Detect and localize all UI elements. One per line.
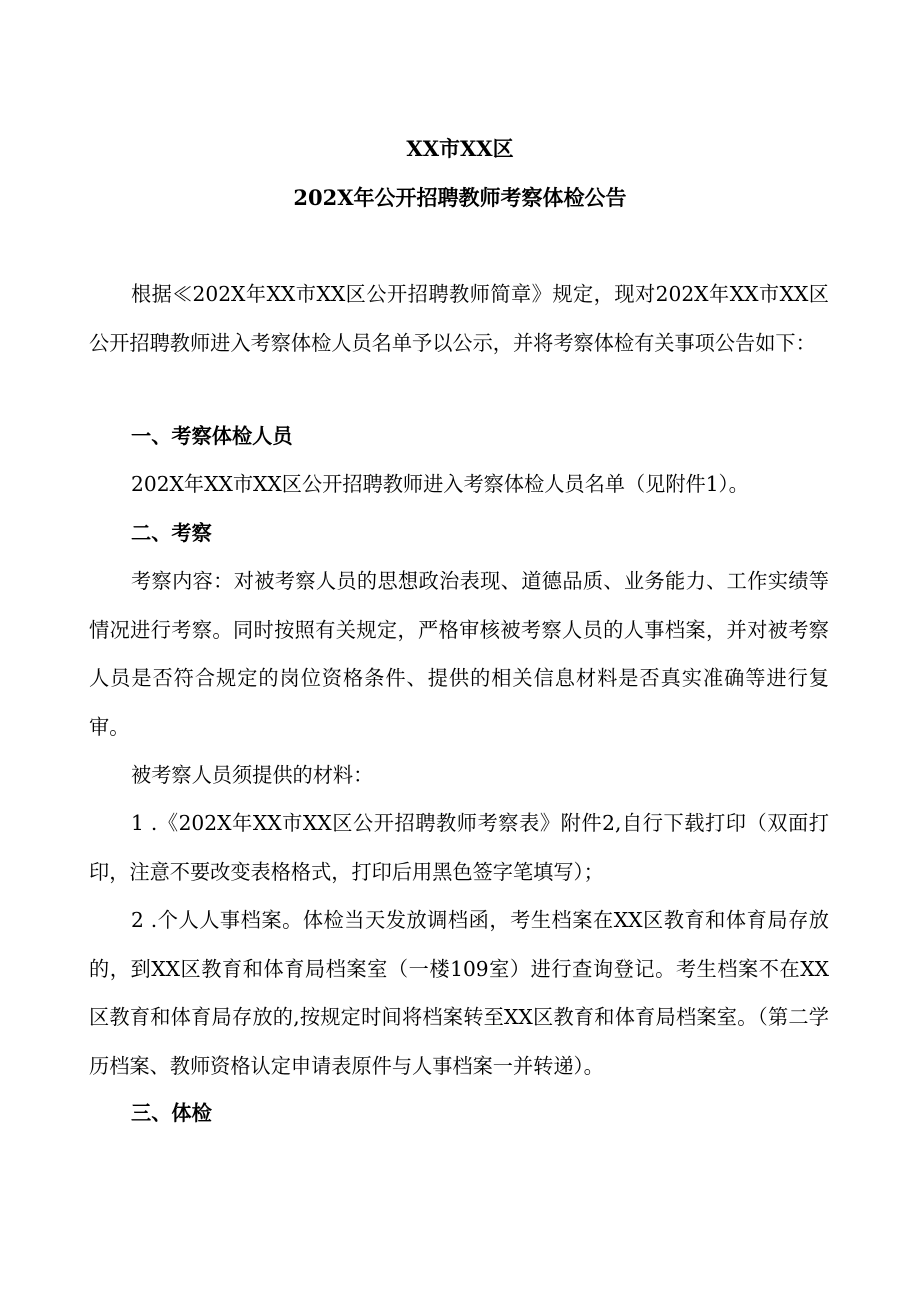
section2-heading: 二、考察 bbox=[131, 521, 212, 545]
section2-content: 考察内容：对被考察人员的思想政治表现、道德品质、业务能力、工作实绩等情况进行考察。同时按照有关规定，严格审核被考察人员的人事档案，并对被考察人员是否符合规定的岗位资格条件、提供的相关信息材料是否真实准确等进行复审。 bbox=[89, 569, 829, 739]
section2-item1: 1 .《202X年XX市XX区公开招聘教师考察表》附件2,自行下载打印（双面打印，注意不要改变表格格式，打印后用黑色签字笔填写）； bbox=[89, 811, 829, 884]
section1-body: 202X年XX市XX区公开招聘教师进入考察体检人员名单（见附件1）。 bbox=[131, 472, 749, 496]
section3-heading: 三、体检 bbox=[131, 1101, 212, 1125]
section2-materials-intro: 被考察人员须提供的材料： bbox=[131, 763, 374, 787]
document-title-line2: 202X年公开招聘教师考察体检公告 bbox=[293, 185, 627, 210]
section1-heading: 一、考察体检人员 bbox=[131, 424, 293, 448]
document-title-line1: XX市XX区 bbox=[406, 136, 514, 161]
intro-paragraph: 根据≪202X年XX市XX区公开招聘教师简章》规定，现对202X年XX市XX区公开招聘教师进入考察体检人员名单予以公示，并将考察体检有关事项公告如下： bbox=[89, 282, 829, 355]
section2-item2: 2 .个人人事档案。体检当天发放调档函，考生档案在XX区教育和体育局存放的，到XX区教育和体育局档案室（一楼109室）进行查询登记。考生档案不在XX区教育和体育局存放的,按规定时间将档案转至XX区教育和体育局档案室。（第二学历档案、教师资格认定申请表原件与人事档案一并转递）。 bbox=[89, 908, 829, 1078]
